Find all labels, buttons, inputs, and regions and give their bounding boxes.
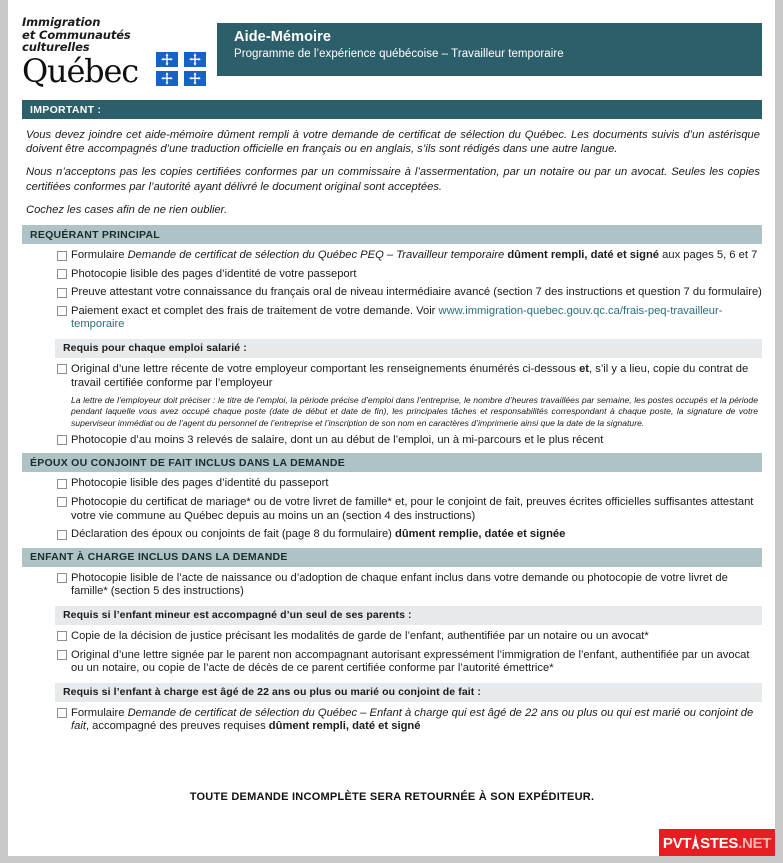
quebec-flag-icon [184,71,206,86]
item-text: Déclaration des époux ou conjoints de fait (page 8 du formulaire) [71,528,396,541]
checklist-item [22,268,762,282]
checkbox[interactable] [57,288,67,298]
external-link[interactable]: www.immigration-quebec.gouv.qc.ca/frais-peq-travailleur-temporaire [71,304,723,331]
eiffel-tower-icon [691,834,700,853]
item-text: Photocopie lisible de l’acte de naissance ou d’adoption de chaque enfant inclus dans votre demande ou photocopie de votre livret de famille* (section 5 des instructions) [71,571,728,598]
quebec-flag-icon [184,52,206,67]
subsection-band-requis-emploi-salarie: Requis pour chaque emploi salarié : [55,339,762,358]
item-text: Paiement exact et complet des frais de traitement de votre demande. Voir [71,304,439,317]
checkbox[interactable] [57,530,67,540]
watermark-prefix: PVT [662,835,692,852]
section-band-requerant-principal: REQUÉRANT PRINCIPAL [22,225,762,244]
checkbox[interactable] [57,708,67,718]
bold-text: dûment remplie, datée et signée [395,528,566,541]
fineprint-note: La lettre de l’employeur doit préciser : le titre de l’emploi, la période précise d’emploi dans l’entreprise, le nombre d’heures travaillées par semaine, les postes occupés et la période pendant laquelle vous avez occupé chaque poste (date de début et date de fin), les principales tâches et responsabilités correspondant à chaque poste, la signature de votre superviseur immédiat ou de l’agent du personnel de l’entreprise et l’inscription de son nom en caractères d’imprimerie ainsi que la date de la signature. [71,395,758,428]
item-text: , s’il y a lieu, copie du contrat de travail certifiée conforme par l’employeur [71,362,749,389]
subsection-band-requis-enfant-22ans: Requis si l’enfant à charge est âgé de 22 ans ou plus ou marié ou conjoint de fait : [55,683,762,702]
checklist-item [22,630,762,644]
pvtistes-watermark-text [663,833,771,852]
item-text: , accompagné des preuves requises [85,720,269,733]
bold-text: et [579,362,590,375]
logo-wordmark-quebec: Québec [22,51,138,90]
checklist-item [22,434,762,448]
item-text: Photocopie lisible des pages d’identité du passeport [71,477,329,490]
checkbox[interactable] [57,269,67,279]
document-content [8,100,775,803]
italic-text: Demande de certificat de sélection du Québec PEQ – Travailleur temporaire [127,249,505,262]
important-paragraph: Vous devez joindre cet aide-mémoire dûment rempli à votre demande de certificat de sélection du Québec. Les documents suivis d’un astérisque doivent être accompagnés d’une traduction officielle en français ou en anglais, s’ils sont rédigés dans une autre langue. [26,129,760,156]
item-text: Preuve attestant votre connaissance du français oral de niveau intermédiaire avancé (section 7 des instructions et question 7 du formulaire) [71,286,762,299]
section-band-enfant-a-charge: ENFANT À CHARGE INCLUS DANS LA DEMANDE [22,548,762,567]
title-banner [217,23,762,76]
checkbox[interactable] [57,573,67,583]
item-text: Photocopie du certificat de mariage* ou de votre livret de famille* et, pour le conjoint de fait, preuves écrites officielles suffisantes attestant votre vie commune au Québec depuis au moins un an (section 4 des instructions) [71,495,754,522]
checklist-item [22,363,762,390]
checkbox[interactable] [57,479,67,489]
item-text: Original d’une lettre signée par le parent non accompagnant autorisant expressément l’immigration de l’enfant, authentifiée par un avocat ou un notaire, ou copie de l’acte de décès de ce parent certifiée conforme par l’autorité émettrice* [71,648,750,675]
item-text: Formulaire [71,706,128,719]
checklist-item [22,528,762,542]
item-text: Photocopie d’au moins 3 relevés de salaire, dont un au début de l’emploi, un à mi-parcours et le plus récent [71,433,604,446]
item-text: Photocopie lisible des pages d’identité de votre passeport [71,267,357,280]
logo-ministry-name [22,16,212,54]
checklist-item [22,649,762,676]
watermark-suffix: .NET [738,835,772,852]
checklist-item [22,707,762,734]
watermark-middle: STES [700,835,739,852]
checkbox[interactable] [57,650,67,660]
page-bottom-border [0,856,783,863]
italic-text: Demande de certificat de sélection du Québec – Enfant à charge qui est âgé de 22 ans ou plus ou qui est marié ou conjoint de fait [71,706,754,733]
item-text: Copie de la décision de justice précisant les modalités de garde de l’enfant, authentifiée par un notaire ou un avocat* [71,629,649,642]
checklist-item [22,496,762,523]
checkbox[interactable] [57,251,67,261]
checkbox[interactable] [57,435,67,445]
checklist-item [22,477,762,491]
bold-text: dûment rempli, daté et signé [507,249,660,262]
pvtistes-watermark [659,829,775,856]
important-band: IMPORTANT : [22,100,762,119]
logo-line-1: Immigration [22,15,101,29]
checkbox[interactable] [57,631,67,641]
logo-line-2: et Communautés [22,27,131,42]
subsection-band-requis-enfant-mineur: Requis si l’enfant mineur est accompagné d’un seul de ses parents : [55,606,762,625]
important-paragraph: Cochez les cases afin de ne rien oublier. [26,203,228,216]
document-header [8,0,775,100]
checkbox[interactable] [57,497,67,507]
checklist-item [22,286,762,300]
logo-line-3: culturelles [22,40,90,55]
page-subtitle: Programme de l’expérience québécoise – Travailleur temporaire [234,48,564,60]
footer-note: TOUTE DEMANDE INCOMPLÈTE SERA RETOURNÉE À SON EXPÉDITEUR. [189,790,595,803]
checklist-item [22,572,762,599]
item-text: aux pages 5, 6 et 7 [659,249,758,262]
checklist-item [22,305,762,332]
bold-text: dûment rempli, daté et signé [268,720,421,733]
checklist-item [22,249,762,263]
quebec-flag-icon [156,71,178,86]
quebec-flag-icon [156,52,178,67]
important-paragraph: Nous n’acceptons pas les copies certifiées conformes par un commissaire à l’assermentation, par un notaire ou par un avocat. Seules les copies certifiées conformes par l’autorité ayant délivré le document original sont acceptées. [26,166,760,193]
checkbox[interactable] [57,364,67,374]
section-band-epoux-conjoint: ÉPOUX OU CONJOINT DE FAIT INCLUS DANS LA DEMANDE [22,453,762,472]
item-text: Formulaire [71,249,128,262]
important-text-block [22,119,762,217]
document-page [8,0,775,856]
page-title: Aide-Mémoire [234,29,332,45]
checkbox[interactable] [57,306,67,316]
quebec-flag-group [156,52,208,88]
checklist-sections [22,225,762,734]
item-text: Original d’une lettre récente de votre employeur comportant les renseignements énumérés ci-dessous [71,362,580,375]
